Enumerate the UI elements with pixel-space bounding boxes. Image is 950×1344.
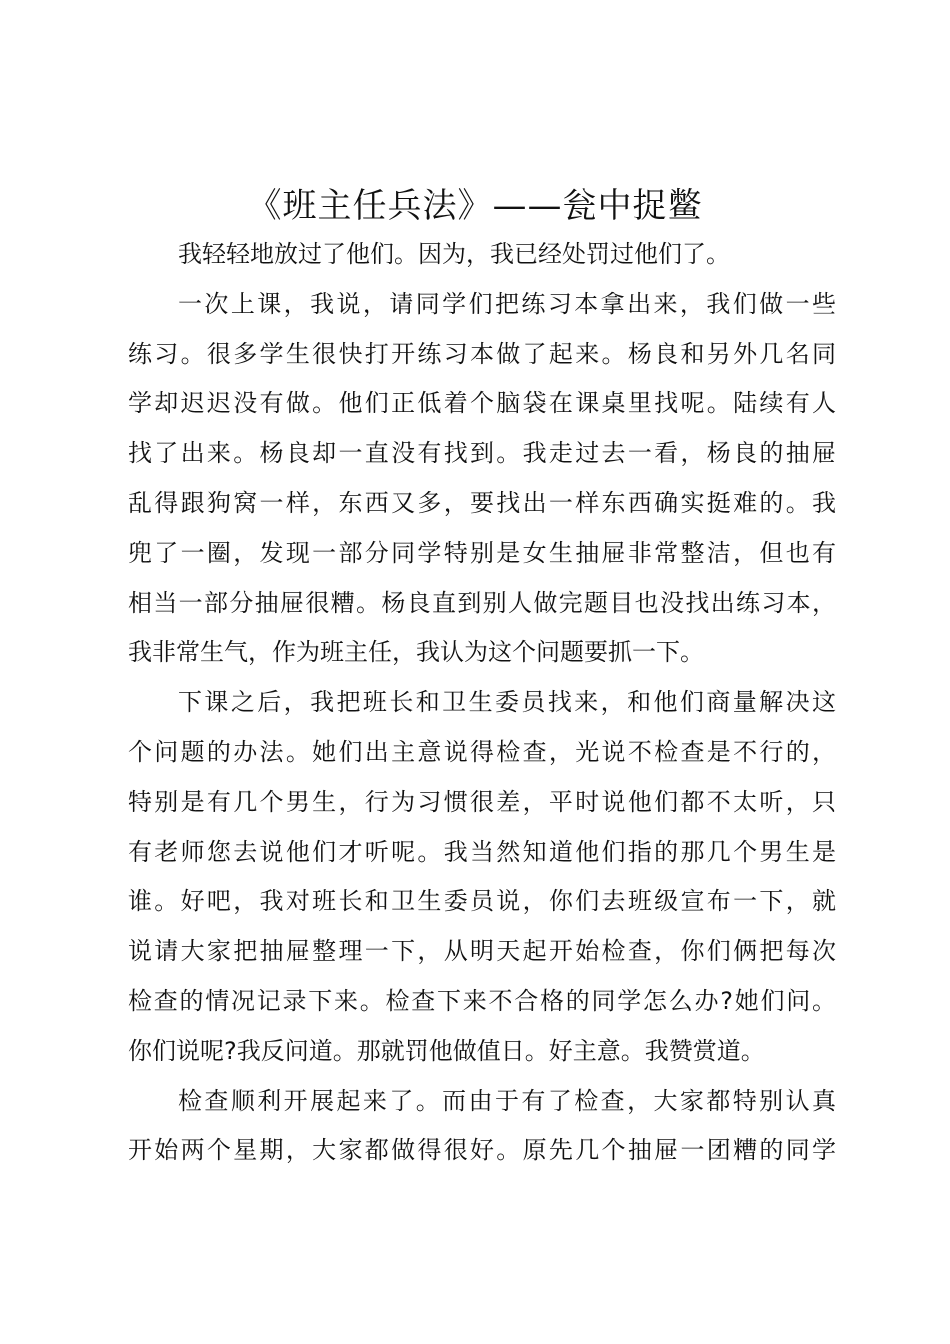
- text-line: 练习。很多学生很快打开练习本做了起来。杨良和另外几名同: [128, 339, 836, 368]
- document-title: 《班主任兵法》——瓮中捉鳖: [247, 186, 703, 226]
- document-body: [128, 230, 836, 1176]
- text-line: 乱得跟狗窝一样，东西又多，要找出一样东西确实挺难的。我: [128, 488, 836, 517]
- text-line: 说请大家把抽屉整理一下，从明天起开始检查，你们俩把每次: [128, 937, 836, 966]
- text-line: 有老师您去说他们才听呢。我当然知道他们指的那几个男生是: [128, 837, 836, 866]
- text-line: 个问题的办法。她们出主意说得检查，光说不检查是不行的，: [128, 737, 836, 766]
- text-line: 学却迟迟没有做。他们正低着个脑袋在课桌里找呢。陆续有人: [128, 389, 836, 418]
- text-line: 开始两个星期，大家都做得很好。原先几个抽屉一团糟的同学: [128, 1136, 836, 1165]
- text-line: 找了出来。杨良却一直没有找到。我走过去一看，杨良的抽屉: [128, 439, 836, 468]
- text-line: 一次上课，我说，请同学们把练习本拿出来，我们做一些: [178, 289, 836, 318]
- text-line: 你们说呢?我反问道。那就罚他做值日。好主意。我赞赏道。: [128, 1036, 765, 1065]
- text-line: 我非常生气，作为班主任，我认为这个问题要抓一下。: [128, 638, 704, 667]
- text-line: 特别是有几个男生，行为习惯很差，平时说他们都不太听，只: [128, 787, 836, 816]
- text-line: 相当一部分抽屉很糟。杨良直到别人做完题目也没找出练习本，: [128, 588, 836, 617]
- text-line: 我轻轻地放过了他们。因为，我已经处罚过他们了。: [178, 240, 730, 268]
- text-line: 检查的情况记录下来。检查下来不合格的同学怎么办?她们问。: [128, 986, 836, 1015]
- text-line: 检查顺利开展起来了。而由于有了检查，大家都特别认真: [178, 1086, 836, 1115]
- text-line: 兜了一圈，发现一部分同学特别是女生抽屉非常整洁，但也有: [128, 538, 836, 567]
- text-line: 谁。好吧，我对班长和卫生委员说，你们去班级宣布一下，就: [128, 887, 836, 916]
- text-line: 下课之后，我把班长和卫生委员找来，和他们商量解决这: [178, 688, 836, 717]
